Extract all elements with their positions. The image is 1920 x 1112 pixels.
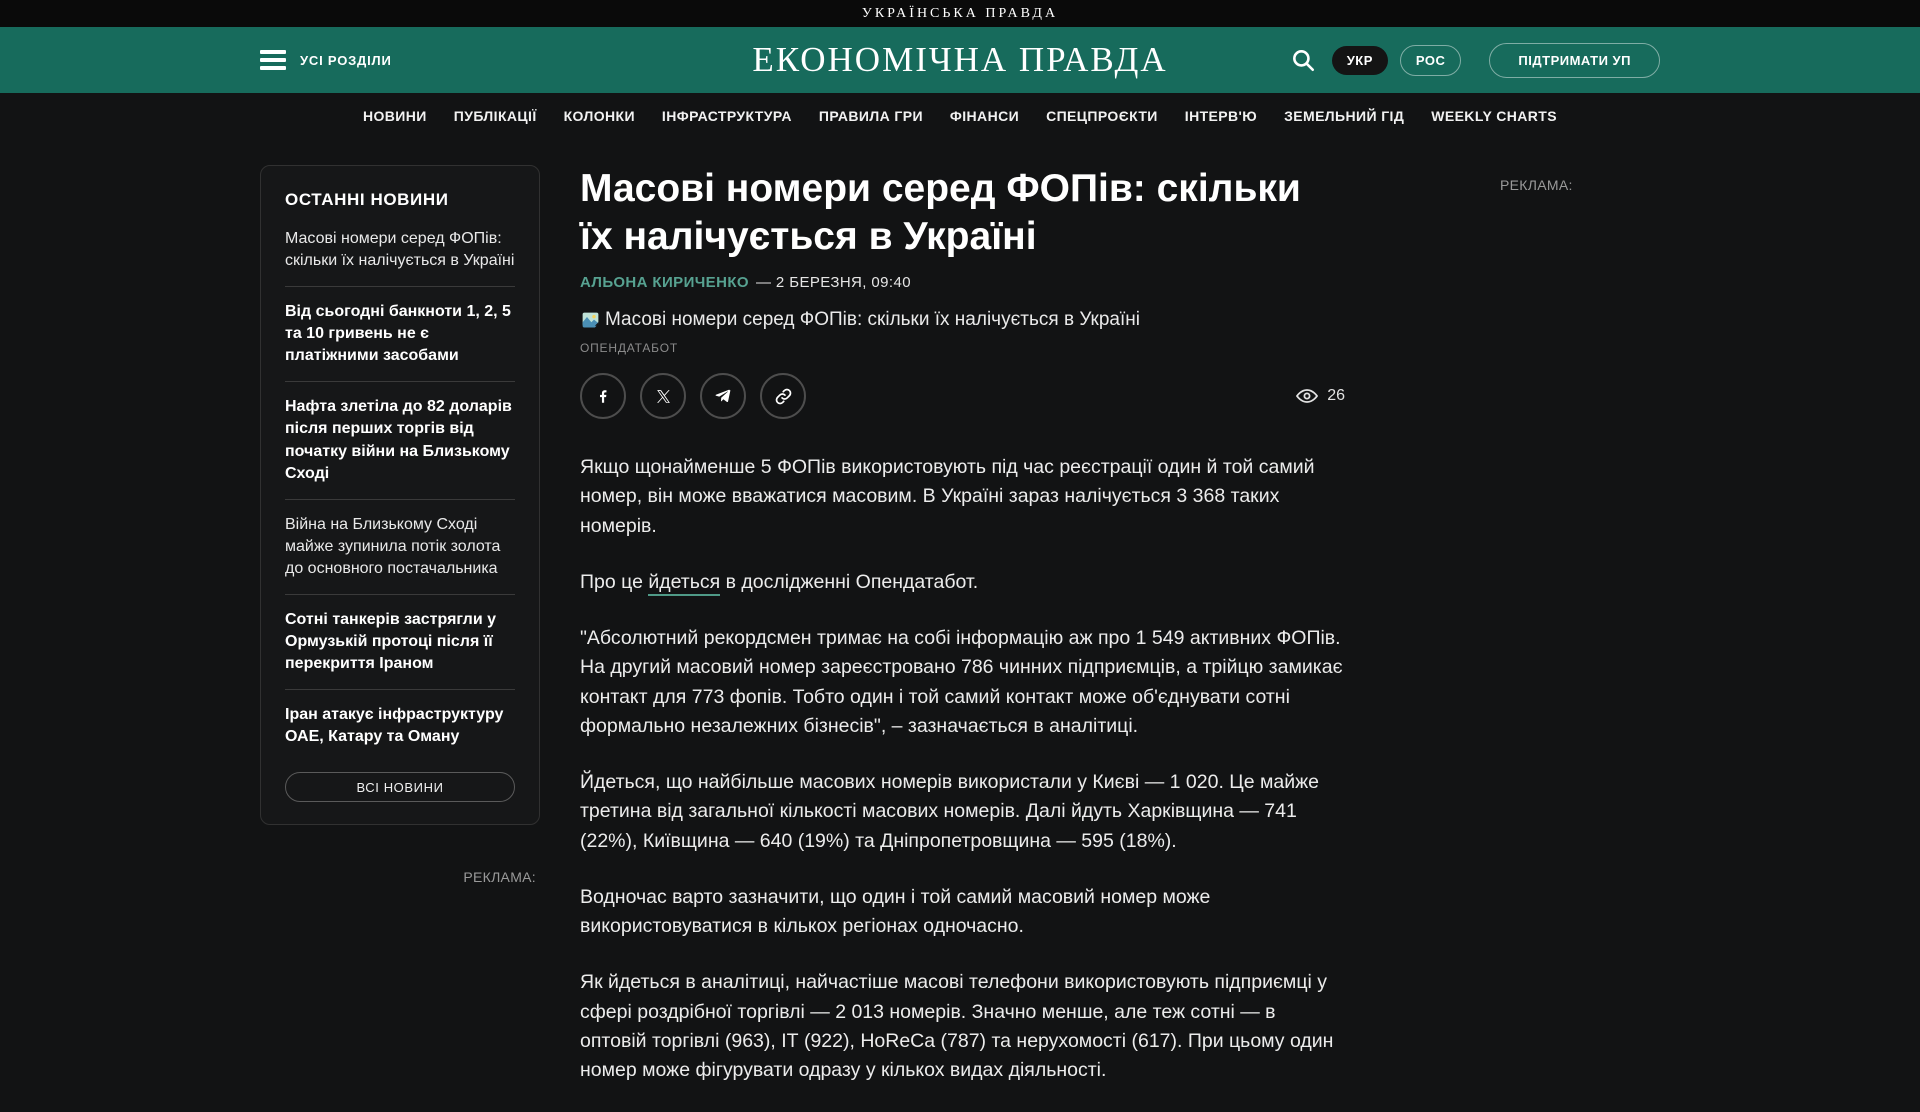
sidebar-ad-label: РЕКЛАМА: [463, 869, 536, 886]
share-row [580, 373, 1345, 419]
latest-news-item[interactable] [285, 499, 515, 594]
copy-link-icon [774, 387, 793, 406]
all-news-button[interactable]: ВСІ НОВИНИ [285, 772, 515, 802]
paragraph: Йдеться, що найбільше масових номерів використали у Києві — 1 020. Це майже третина від загальної кількості масових номерів. Далі йдуть Харківщина — 741 (22%), Київщина — 640 (19%) та Дніпропетровщина — 595 (18%). [580, 771, 1320, 852]
nav-item-interviu[interactable]: ІНТЕРВ'Ю [1184, 108, 1258, 124]
lang-toggle-ukr[interactable]: УКР [1332, 46, 1388, 75]
nav-item-publikatsii[interactable]: ПУБЛІКАЦІЇ [453, 108, 537, 124]
nav-item-pravyla-hry[interactable]: ПРАВИЛА ГРИ [818, 108, 923, 124]
ekonomichna-pravda-logo[interactable]: ЕКОНОМІЧНА ПРАВДА [752, 40, 1168, 79]
latest-news-item[interactable] [285, 214, 515, 286]
latest-news-item[interactable] [285, 689, 515, 762]
eye-icon [1295, 384, 1319, 408]
article-title: Масові номери серед ФОПів: скільки їх налічується в Україні [580, 167, 1301, 258]
nav-item-infrastruktura[interactable]: ІНФРАСТРУКТУРА [661, 108, 792, 124]
paragraph [580, 568, 1345, 597]
latest-news-item-text: Нафта злетіла до 82 доларів після перших торгів від початку війни на Близькому Сході [285, 398, 512, 482]
page-content [260, 165, 1660, 1112]
article-body [580, 453, 1345, 1085]
author-link[interactable]: АЛЬОНА КИРИЧЕНКО [580, 274, 749, 292]
x-twitter-share-button[interactable] [640, 373, 686, 419]
paragraph: "Абсолютний рекордсмен тримає на собі інформацію аж про 1 549 активних ФОПів. На другий масовий номер зареєстровано 786 чинних підприємців, а трійцю замикає контакт для 773 фопів. Тобто один і той самий контакт може об'єднувати сотні формально незалежних бізнесів", – зазначається в аналітиці. [580, 627, 1343, 737]
view-counter [1295, 384, 1345, 408]
source-link[interactable]: йдеться [648, 571, 720, 596]
menu-label: УСІ РОЗДІЛИ [300, 52, 392, 68]
paragraph-text: Про це [580, 570, 649, 593]
paragraph: Водночас варто зазначити, що один і той самий масовий номер може використовуватися в кількох регіонах одночасно. [580, 885, 1211, 938]
latest-news-item-text: Масові номери серед ФОПів: скільки їх налічується в Україні [285, 230, 515, 270]
nav-item-weekly-charts[interactable]: WEEKLY CHARTS [1431, 108, 1557, 124]
site-header [0, 27, 1920, 93]
nav-item-spetsproiekty[interactable]: СПЕЦПРОЄКТИ [1046, 108, 1158, 124]
support-up-button[interactable]: ПІДТРИМАТИ УП [1489, 43, 1660, 78]
byline [580, 274, 1345, 291]
right-ad-label: РЕКЛАМА: [1500, 177, 1573, 193]
telegram-icon [714, 387, 732, 405]
latest-news-heading: ОСТАННІ НОВИНИ [285, 190, 449, 209]
nav-item-kolonky[interactable]: КОЛОНКИ [563, 108, 635, 124]
main-nav [0, 93, 1920, 139]
facebook-icon [594, 387, 612, 405]
topbar [0, 0, 1920, 27]
image-alt-text: Масові номери серед ФОПів: скільки їх налічується в Україні [605, 309, 1140, 331]
view-count: 26 [1327, 387, 1345, 405]
nav-item-finansy[interactable]: ФІНАНСИ [949, 108, 1020, 124]
latest-news-item-text: Іран атакує інфраструктуру ОАЕ, Катару та Оману [285, 706, 504, 746]
latest-news-item-text: Від сьогодні банкноти 1, 2, 5 та 10 гривень не є платіжними засобами [285, 303, 511, 365]
latest-news-item-text: Сотні танкерів застрягли у Ормузькій протоці після її перекриття Іраном [285, 610, 497, 673]
ukrainska-pravda-logo[interactable]: УКРАЇНСЬКА ПРАВДА [861, 5, 1059, 21]
paragraph: Якщо щонайменше 5 ФОПів використовують під час реєстрації один й той самий номер, він може вважатися масовим. В Україні зараз налічується 3 368 таких номерів. [580, 456, 1315, 537]
paragraph: Як йдеться в аналітиці, найчастіше масові телефони використовують підприємці у сфері роздрібної торгівлі — 2 013 номерів. Значно менше, але теж сотні — в оптовій торгівлі (963), ІТ (922), HoReCa (787) та нерухомості (617). При цьому один номер може фігурувати одразу у кількох видах діяльності. [580, 971, 1334, 1082]
facebook-share-button[interactable] [580, 373, 626, 419]
all-sections-menu-button[interactable] [260, 50, 392, 70]
article [580, 165, 1345, 1112]
image-caption: ОПЕНДАТАБОТ [580, 341, 678, 356]
latest-news-list [285, 214, 515, 762]
header-right-group [1290, 43, 1660, 78]
latest-news-item[interactable] [285, 381, 515, 498]
lang-toggle-ros[interactable]: РОС [1400, 45, 1462, 76]
paragraph-text: в дослідженні Опендатабот. [720, 570, 979, 593]
x-twitter-icon [655, 388, 672, 405]
latest-news-item-text: Війна на Близькому Сході майже зупинила потік золота до основного постачальника [285, 515, 501, 577]
right-ad-column [1500, 165, 1660, 195]
nav-item-zemelnyi-hid[interactable]: ЗЕМЕЛЬНИЙ ГІД [1284, 108, 1405, 124]
hamburger-icon [260, 50, 286, 70]
broken-image-icon [580, 310, 601, 331]
latest-news-item[interactable] [285, 286, 515, 381]
search-icon[interactable] [1290, 45, 1320, 75]
latest-news-box [260, 165, 540, 825]
copy-link-share-button[interactable] [760, 373, 806, 419]
latest-news-sidebar [260, 165, 540, 885]
latest-news-item[interactable] [285, 594, 515, 689]
telegram-share-button[interactable] [700, 373, 746, 419]
article-image-broken [580, 309, 1345, 331]
nav-item-novyny[interactable]: НОВИНИ [363, 108, 427, 124]
publish-date: — 2 БЕРЕЗНЯ, 09:40 [755, 274, 911, 292]
